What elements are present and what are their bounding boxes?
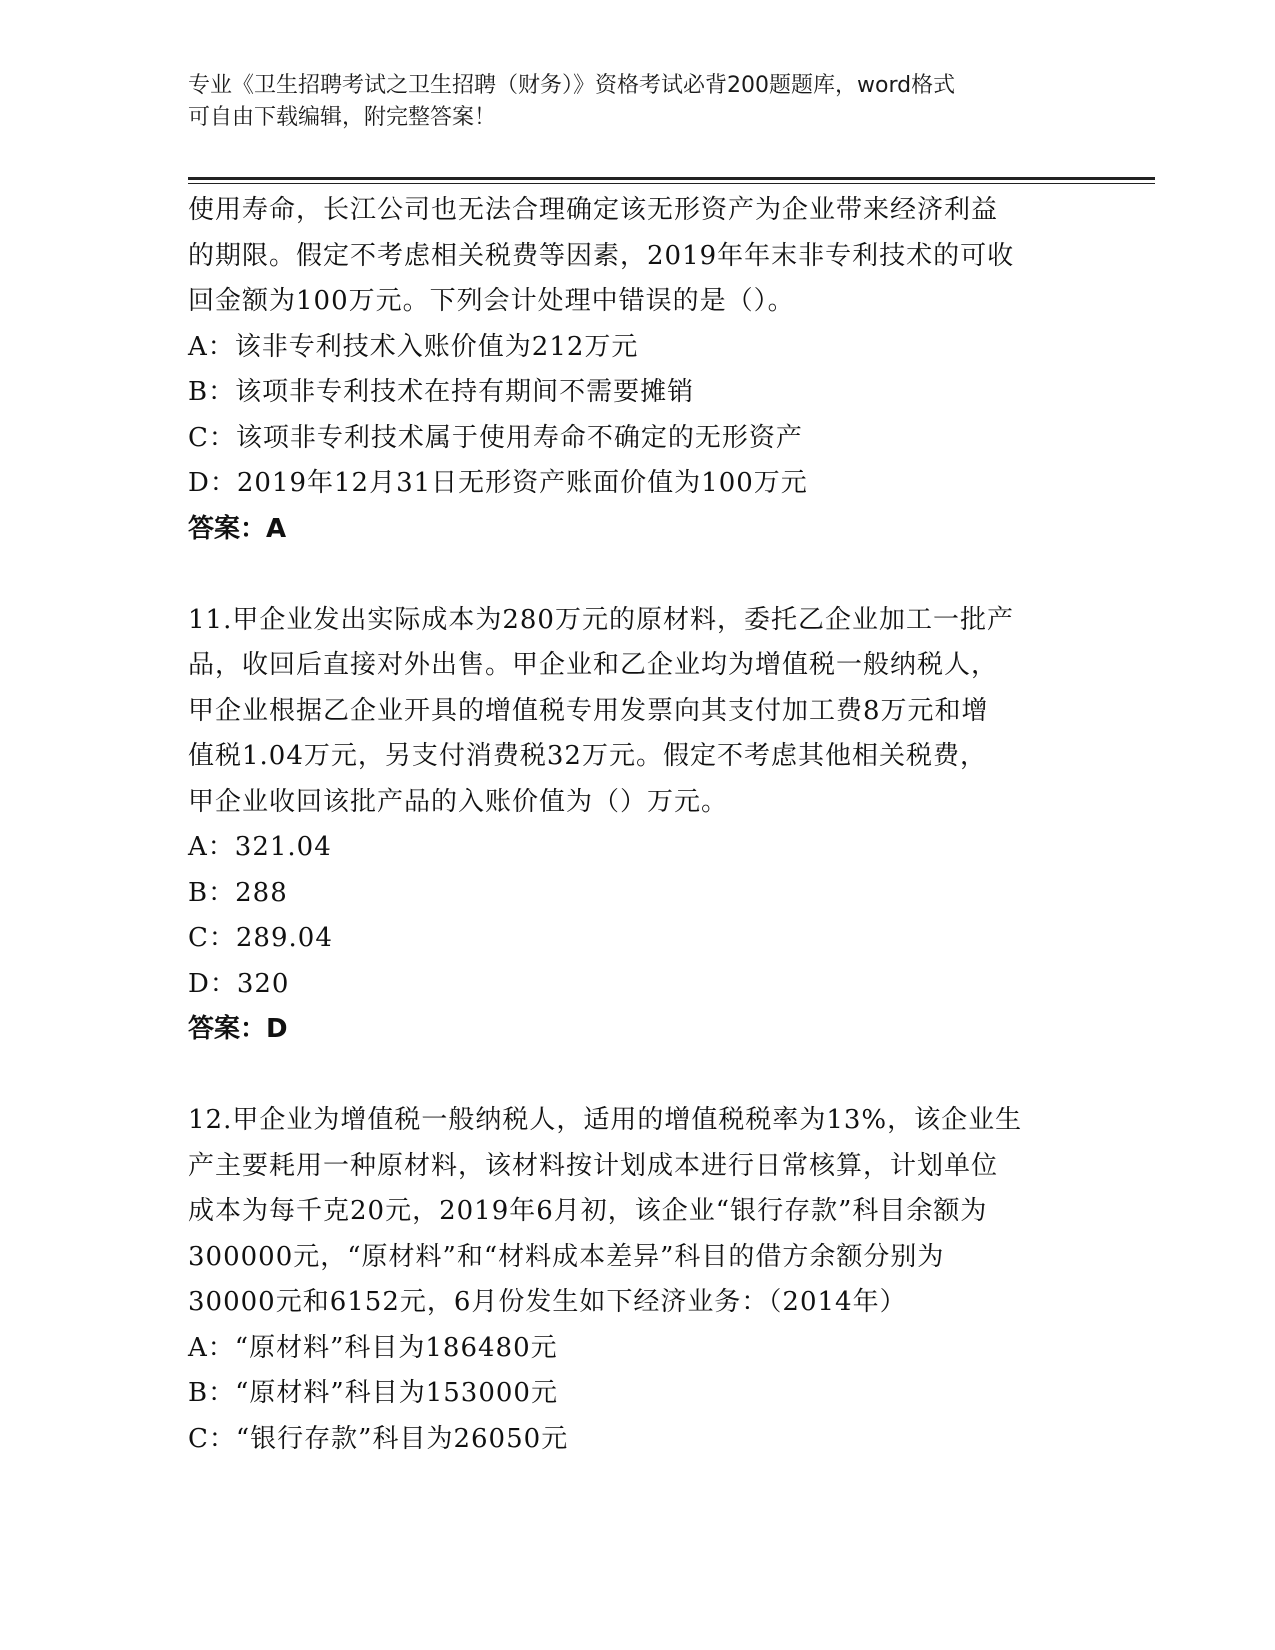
question-stem-line: 甲企业收回该批产品的入账价值为（）万元。	[188, 786, 729, 817]
header-rule-thin	[188, 183, 1155, 184]
question-stem-line: 的期限。假定不考虑相关税费等因素，2019年年末非专利技术的可收	[188, 240, 1015, 271]
option-a: A：321.04	[188, 832, 332, 862]
question-stem-line: 12.甲企业为增值税一般纳税人，适用的增值税税率为13%，该企业生	[188, 1105, 1023, 1135]
question-stem-line: 产主要耗用一种原材料，该材料按计划成本进行日常核算，计划单位	[188, 1150, 999, 1181]
question-12	[188, 1098, 1088, 1462]
answer-label: 答案：A	[188, 513, 287, 544]
question-stem-line: 11.甲企业发出实际成本为280万元的原材料，委托乙企业加工一批产	[188, 604, 1014, 635]
option-b: B：该项非专利技术在持有期间不需要摊销	[188, 377, 695, 407]
option-d: D：320	[188, 968, 290, 999]
question-stem-line: 30000元和6152元，6月份发生如下经济业务：（2014年）	[188, 1287, 907, 1317]
option-b: B：288	[188, 877, 288, 908]
question-stem-line: 使用寿命，长江公司也无法合理确定该无形资产为企业带来经济利益	[188, 195, 999, 225]
option-c: C：“银行存款”科目为26050元	[188, 1423, 569, 1454]
spacer	[188, 1053, 1088, 1099]
question-stem-line: 甲企业根据乙企业开具的增值税专用发票向其支付加工费8万元和增	[188, 695, 989, 726]
question-stem-line: 回金额为100万元。下列会计处理中错误的是（）。	[188, 286, 795, 316]
header-rule-thick	[188, 177, 1155, 180]
question-stem-line: 成本为每千克20元，2019年6月初，该企业“银行存款”科目余额为	[188, 1196, 988, 1226]
option-c: C：该项非专利技术属于使用寿命不确定的无形资产	[188, 422, 803, 453]
header-line-2: 可自由下载编辑，附完整答案！	[188, 105, 497, 130]
answer-label: 答案：D	[188, 1014, 288, 1044]
option-a: A：该非专利技术入账价值为212万元	[188, 331, 639, 362]
question-stem-line: 300000元，“原材料”和“材料成本差异”科目的借方余额分别为	[188, 1241, 945, 1272]
option-a: A：“原材料”科目为186480元	[188, 1332, 558, 1363]
option-d: D：2019年12月31日无形资产账面价值为100万元	[188, 468, 808, 498]
spacer	[188, 552, 1088, 598]
option-b: B：“原材料”科目为153000元	[188, 1378, 558, 1408]
question-stem-line: 品，收回后直接对外出售。甲企业和乙企业均为增值税一般纳税人，	[188, 650, 999, 680]
header-line-1: 专业《卫生招聘考试之卫生招聘（财务）》资格考试必背200题题库，word格式	[188, 73, 956, 98]
document-body	[188, 188, 1088, 1462]
question-stem-line: 值税1.04万元，另支付消费税32万元。假定不考虑其他相关税费，	[188, 741, 987, 771]
option-c: C：289.04	[188, 923, 333, 953]
question-11	[188, 598, 1088, 1053]
question-10	[188, 188, 1088, 552]
document-header	[188, 70, 1088, 134]
